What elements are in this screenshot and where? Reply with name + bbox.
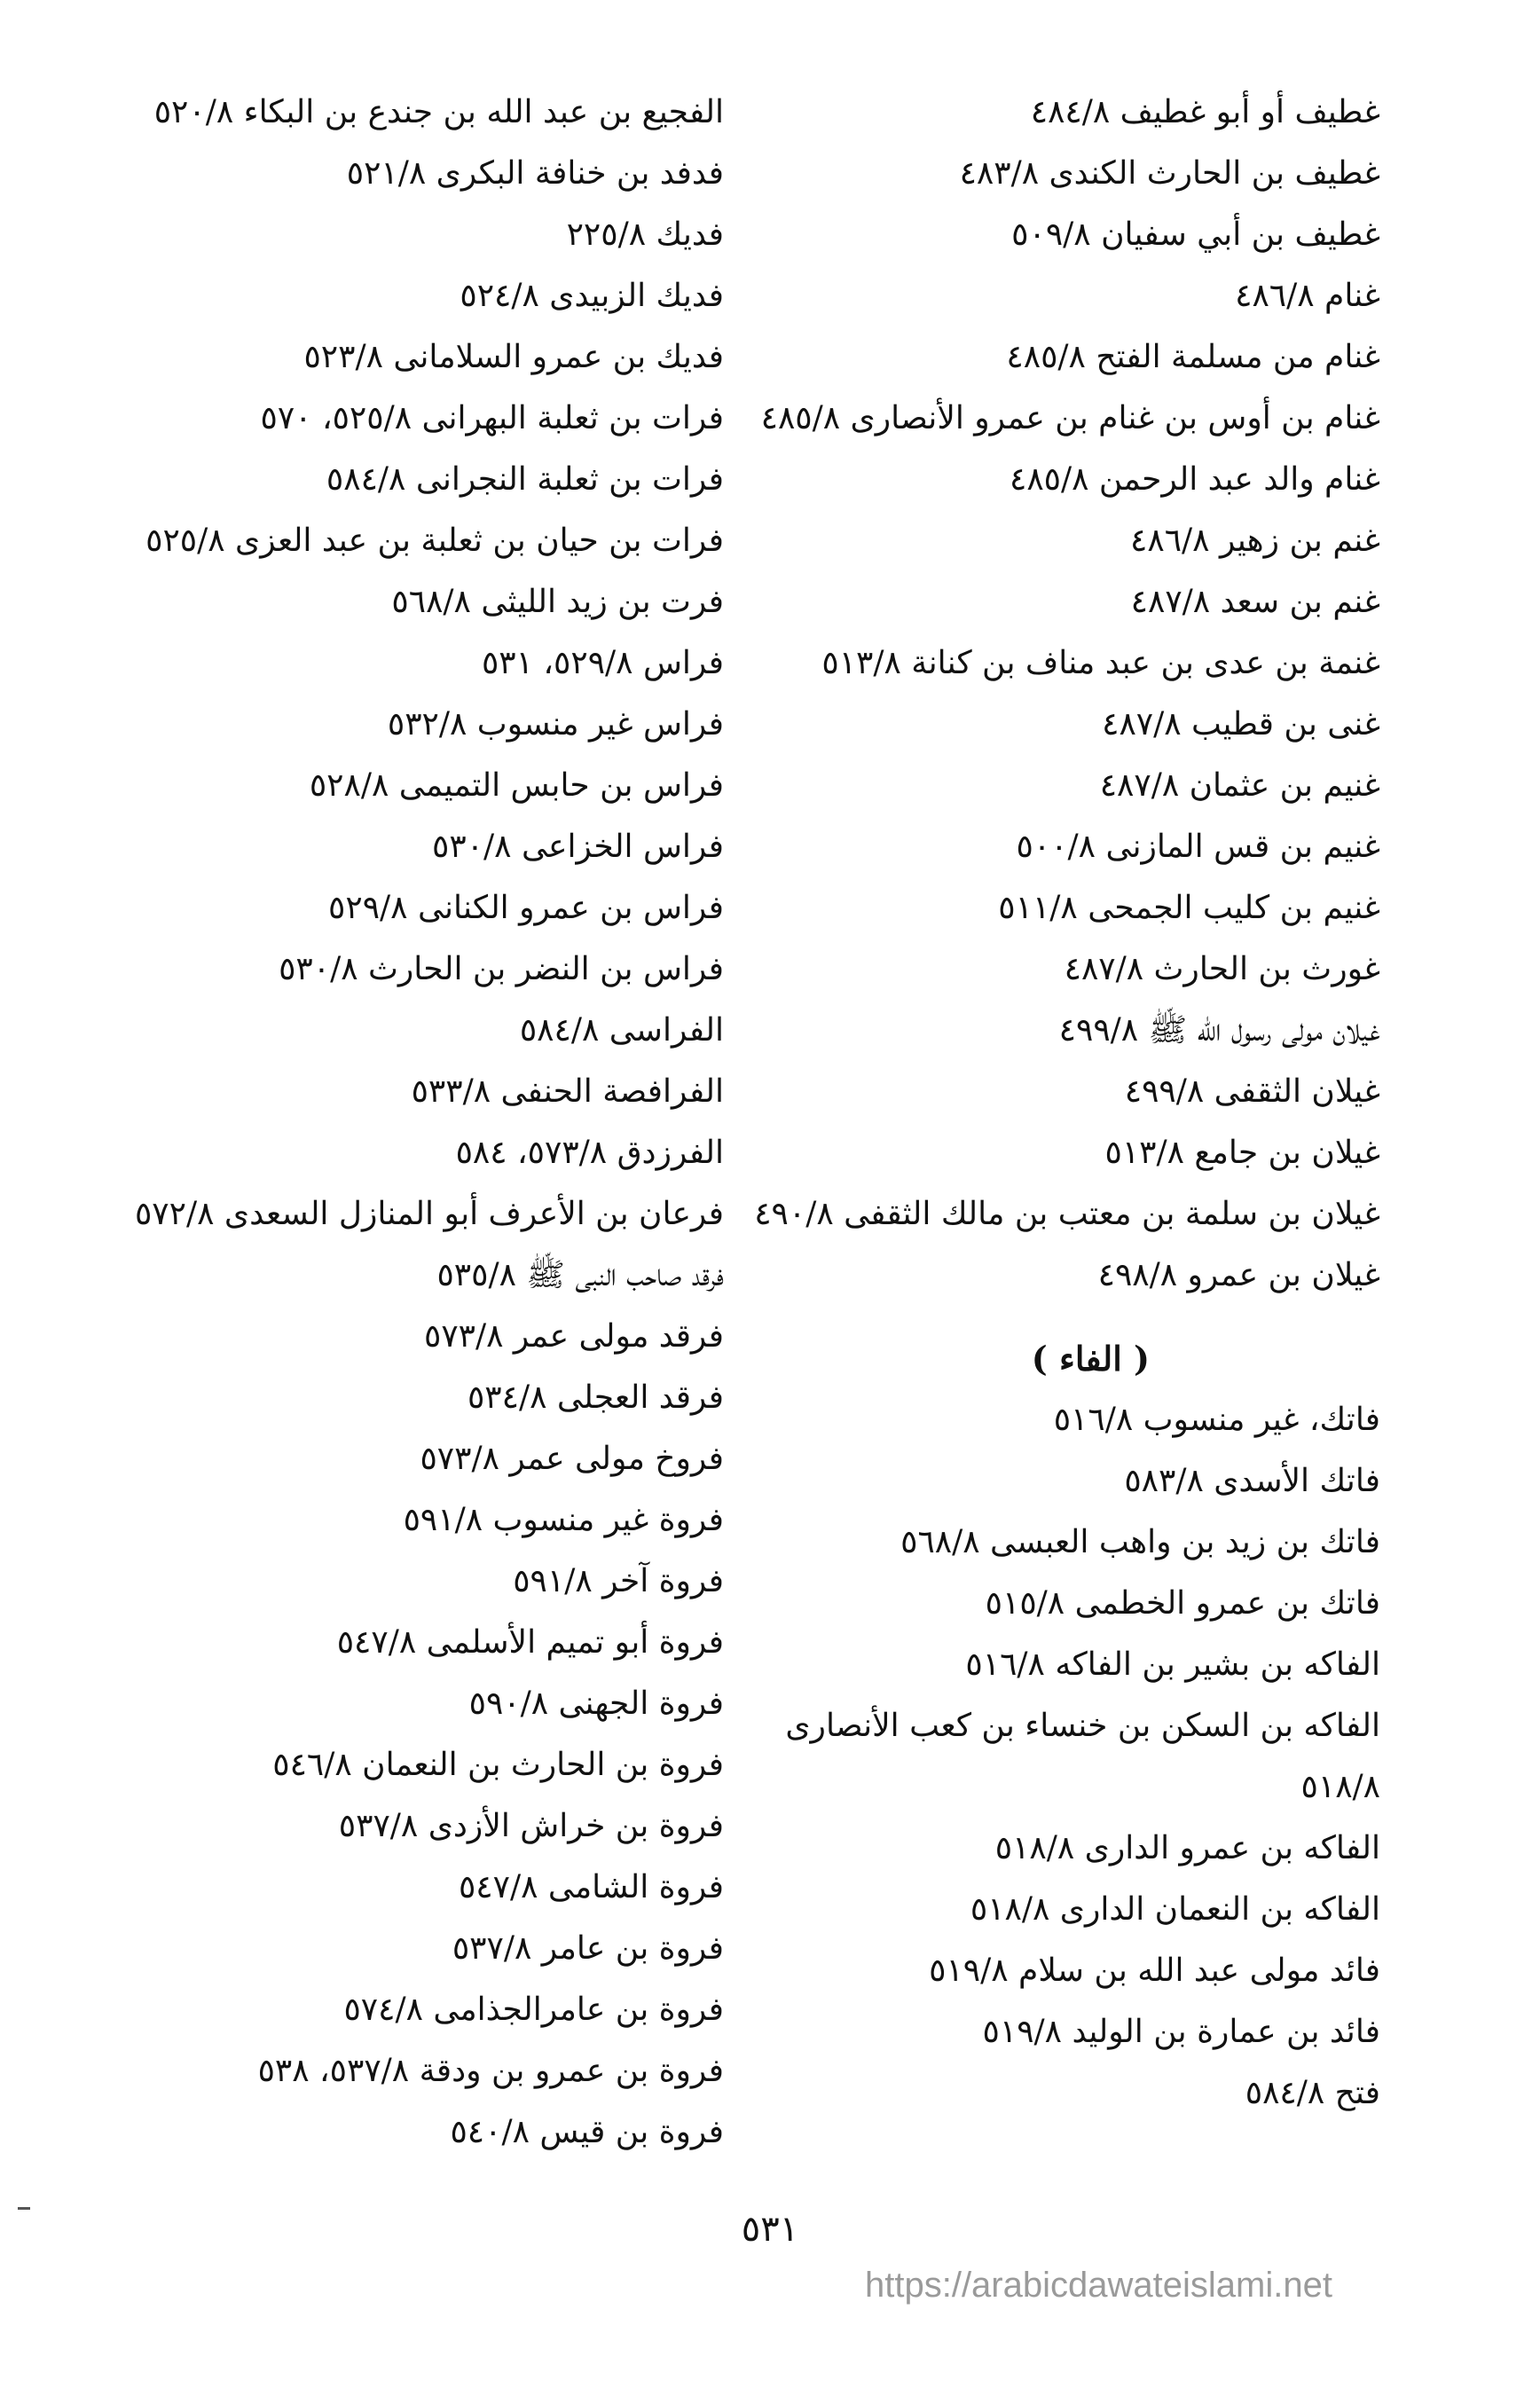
index-entry: الفاكه بن السكن بن خنساء بن كعب الأنصارى ٥١٨/٨: [785, 1708, 1380, 1805]
index-entry: الفاكه بن عمرو الدارى ٥١٨/٨: [994, 1830, 1380, 1866]
index-entry: غنى بن قطيب ٤٨٧/٨: [1102, 706, 1380, 742]
index-entry: فديك الزبيدى ٥٢٤/٨: [460, 278, 724, 314]
index-entry: فروة غير منسوب ٥٩١/٨: [403, 1502, 724, 1538]
index-entry: فروة بن قيس ٥٤٠/٨: [450, 2114, 724, 2150]
index-entry: الفرافصة الحنفى ٥٣٣/٨: [411, 1073, 724, 1110]
index-entry: غطيف أو أبو غطيف ٤٨٤/٨: [1030, 94, 1380, 130]
index-entry: فاتك، غير منسوب ٥١٦/٨: [1053, 1402, 1380, 1438]
index-entry: فراس الخزاعى ٥٣٠/٨: [432, 829, 724, 865]
right-entries-top: [754, 82, 1380, 1306]
index-entry: فروة بن عامر ٥٣٧/٨: [452, 1930, 724, 1967]
index-entry: فاتك بن عمرو الخطمى ٥١٥/٨: [985, 1585, 1380, 1622]
index-entry: فروة آخر ٥٩١/٨: [513, 1563, 724, 1599]
index-entry: الفاكه بن النعمان الدارى ٥١٨/٨: [970, 1891, 1380, 1928]
index-entry: غيلان بن سلمة بن معتب بن مالك الثقفى ٤٩٠/٨: [754, 1196, 1380, 1232]
index-entry: فراس بن حابس التميمى ٥٢٨/٨: [309, 767, 724, 804]
index-entry: فروة بن الحارث بن النعمان ٥٤٦/٨: [272, 1747, 724, 1783]
index-entry: الفرزدق ٥٧٣/٨، ٥٨٤: [455, 1135, 724, 1171]
index-entry: غطيف بن أبي سفيان ٥٠٩/٨: [1011, 216, 1380, 253]
index-entry: فرعان بن الأعرف أبو المنازل السعدى ٥٧٢/٨: [134, 1196, 724, 1232]
right-column: [754, 82, 1380, 2124]
index-entry: فراس غير منسوب ٥٣٢/٨: [387, 706, 724, 742]
index-entry: غنم بن سعد ٤٨٧/٨: [1130, 584, 1380, 620]
index-entry: فروة أبو تميم الأسلمى ٥٤٧/٨: [336, 1624, 724, 1661]
index-entry: فروة بن خراش الأزدى ٥٣٧/٨: [338, 1808, 724, 1844]
index-entry: غنيم بن قس المازنى ٥٠٠/٨: [1016, 829, 1380, 865]
index-entry: غيلان مولى رسول الله ﷺ ٤٩٩/٨: [1058, 1012, 1380, 1049]
index-entry: فراس بن عمرو الكنانى ٥٢٩/٨: [328, 890, 724, 926]
index-entry: فروة بن عامرالجذامى ٥٧٤/٨: [343, 1992, 724, 2028]
index-entry: غنام من مسلمة الفتح ٤٨٥/٨: [1006, 339, 1380, 375]
index-entry: فاتك بن زيد بن واهب العبسى ٥٦٨/٨: [900, 1524, 1380, 1560]
index-entry: فرقد مولى عمر ٥٧٣/٨: [423, 1318, 724, 1355]
index-entry: غورث بن الحارث ٤٨٧/٨: [1064, 951, 1380, 987]
index-entry: فرات بن ثعلبة النجرانى ٥٨٤/٨: [326, 461, 724, 498]
index-entry: فرت بن زيد الليثى ٥٦٨/٨: [391, 584, 724, 620]
index-entry: غيلان الثقفى ٤٩٩/٨: [1124, 1073, 1380, 1110]
index-entry: فروة بن عمرو بن ودقة ٥٣٧/٨، ٥٣٨: [257, 2053, 724, 2089]
index-entry: فروة الجهنى ٥٩٠/٨: [468, 1685, 724, 1722]
index-entry: غنام والد عبد الرحمن ٤٨٥/٨: [1009, 461, 1380, 498]
index-entry: غنام ٤٨٦/٨: [1235, 278, 1380, 314]
index-entry: فدفد بن خنافة البكرى ٥٢١/٨: [346, 155, 724, 192]
index-entry: غنيم بن عثمان ٤٨٧/٨: [1099, 767, 1380, 804]
index-entry: فروخ مولى عمر ٥٧٣/٨: [420, 1441, 724, 1477]
index-entry: غنام بن أوس بن غنام بن عمرو الأنصارى ٤٨٥/٨: [760, 400, 1380, 436]
index-entry: فروة الشامى ٥٤٧/٨: [458, 1869, 724, 1905]
index-entry: غنمة بن عدى بن عبد مناف بن كنانة ٥١٣/٨: [821, 645, 1380, 681]
index-entry: فراس بن النضر بن الحارث ٥٣٠/٨: [279, 951, 724, 987]
scan-mark: [18, 2207, 30, 2210]
index-entry: غيلان بن جامع ٥١٣/٨: [1104, 1135, 1380, 1171]
index-entry: فديك بن عمرو السلامانى ٥٢٣/٨: [303, 339, 724, 375]
index-entry: فرقد صاحب النبى ﷺ ٥٣٥/٨: [436, 1257, 724, 1293]
index-entry: غيلان بن عمرو ٤٩٨/٨: [1097, 1257, 1380, 1293]
index-entry: غنيم بن كليب الجمحى ٥١١/٨: [998, 890, 1380, 926]
index-entry: فديك ٢٢٥/٨: [566, 216, 724, 253]
index-entry: فرات بن ثعلبة البهرانى ٥٢٥/٨، ٥٧٠: [260, 400, 724, 436]
section-heading: ( الفاء ): [1031, 1339, 1150, 1379]
index-entry: فائد مولى عبد الله بن سلام ٥١٩/٨: [929, 1952, 1380, 1989]
index-entry: الفاكه بن بشير بن الفاكه ٥١٦/٨: [965, 1646, 1380, 1683]
left-column: [32, 82, 724, 2163]
index-entry: الفجيع بن عبد الله بن جندع بن البكاء ٥٢٠/٨: [153, 94, 724, 130]
right-entries-fa: [759, 1389, 1380, 2124]
index-entry: فتح ٥٨٤/٨: [1245, 2075, 1380, 2111]
index-entry: غطيف بن الحارث الكندى ٤٨٣/٨: [959, 155, 1380, 192]
index-entry: غنم بن زهير ٤٨٦/٨: [1130, 522, 1380, 559]
watermark-url: https://arabicdawateislami.net: [865, 2266, 1332, 2305]
index-entry: فراس ٥٢٩/٨، ٥٣١: [481, 645, 724, 681]
index-entry: الفراسى ٥٨٤/٨: [519, 1012, 724, 1049]
index-entry: فاتك الأسدى ٥٨٣/٨: [1124, 1463, 1380, 1499]
index-entry: فائد بن عمارة بن الوليد ٥١٩/٨: [982, 2014, 1380, 2050]
index-entry: فرات بن حيان بن ثعلبة بن عبد العزى ٥٢٥/٨: [145, 522, 724, 559]
index-entry: فرقد العجلى ٥٣٤/٨: [467, 1379, 724, 1416]
page-number: ٥٣١: [741, 2209, 799, 2250]
